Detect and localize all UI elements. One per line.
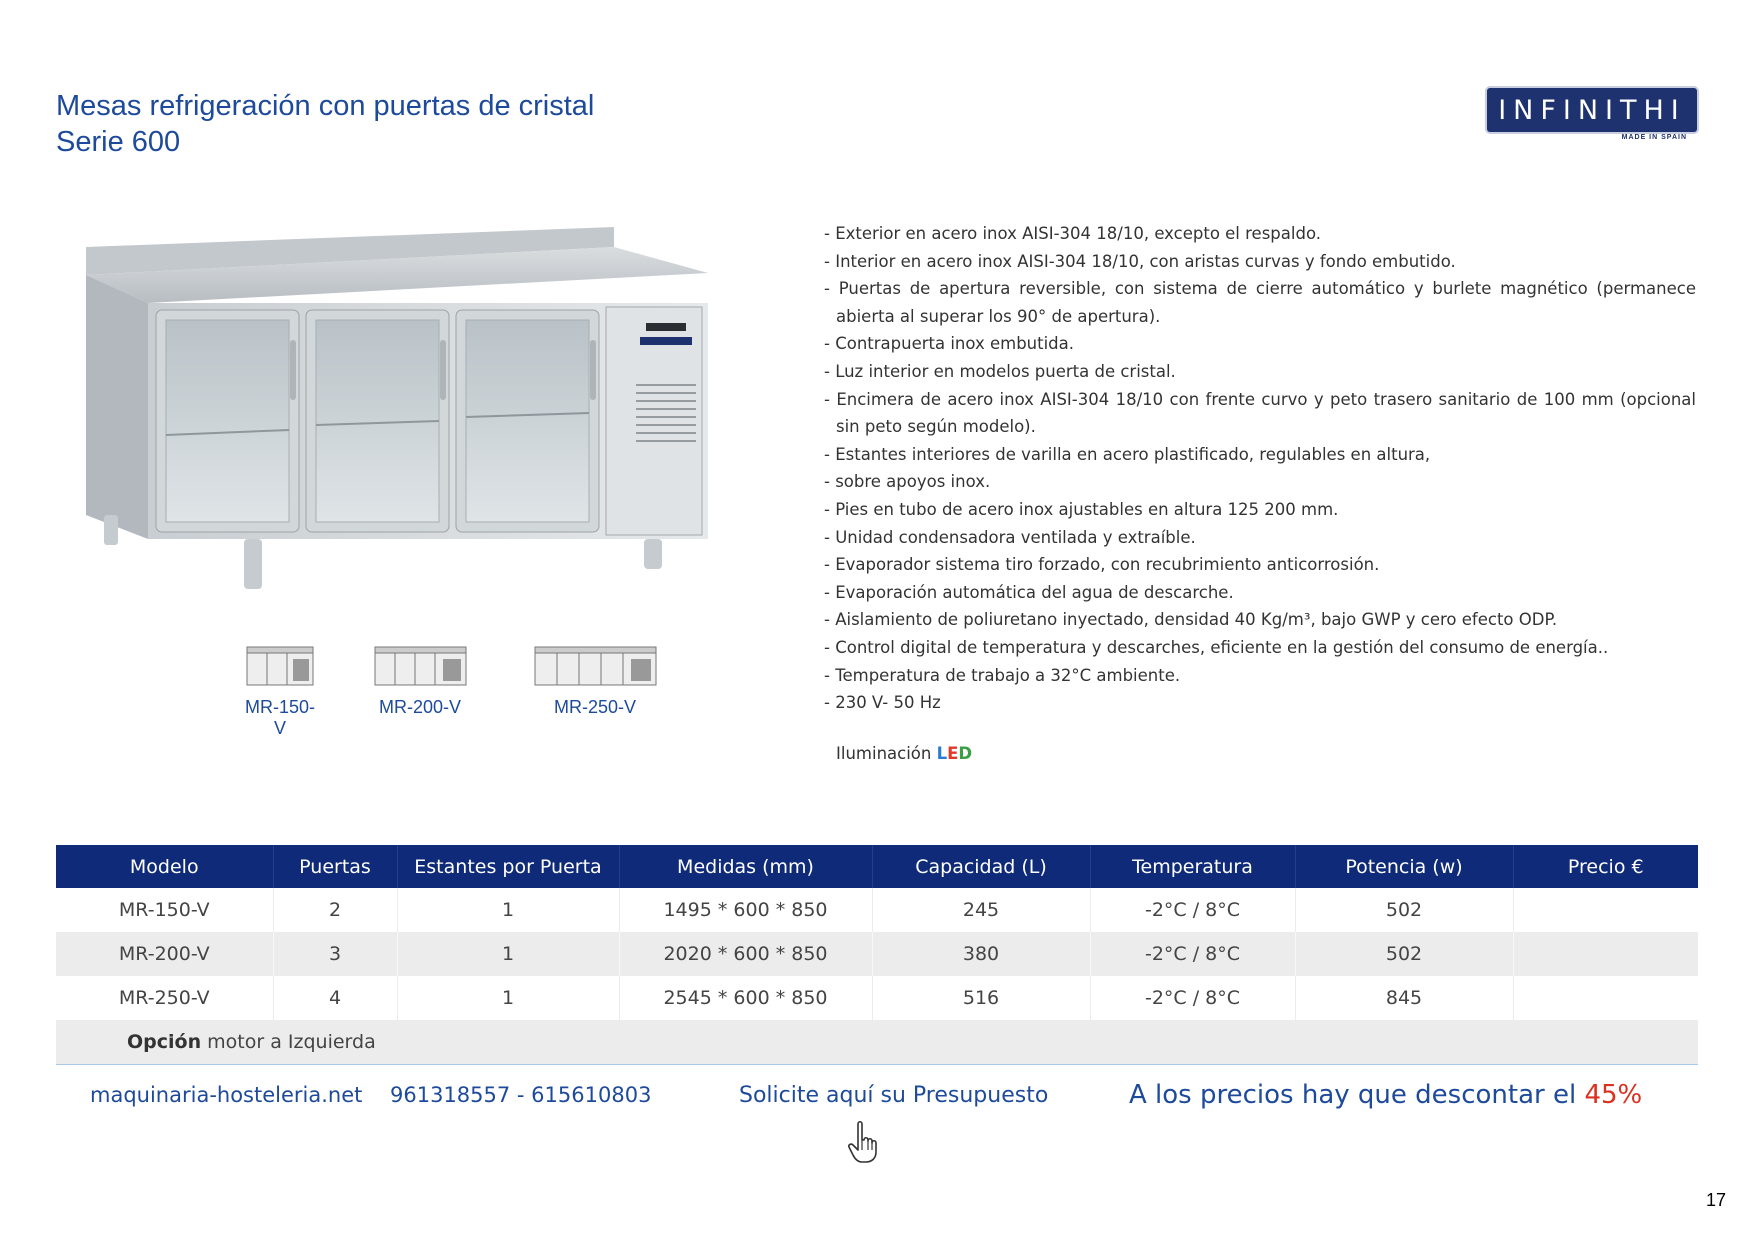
variant-label: MR-250-V <box>553 697 637 717</box>
table-row <box>56 932 1698 976</box>
cell-potencia: 845 <box>1295 976 1513 1020</box>
feature-list <box>824 220 1696 717</box>
cell-medidas: 2545 * 600 * 850 <box>619 976 872 1020</box>
option-label: Opción <box>127 1030 202 1053</box>
cell-modelo: MR-150-V <box>118 899 210 921</box>
feature-item: - Evaporador sistema tiro forzado, con recubrimiento anticorrosión. <box>824 555 1380 575</box>
cell-estantes: 1 <box>397 932 619 976</box>
cell-temperatura: -2°C / 8°C <box>1090 888 1295 932</box>
col-header-modelo: Modelo <box>56 845 273 888</box>
feature-item: - Interior en acero inox AISI-304 18/10, con aristas curvas y fondo embutido. <box>824 251 1456 271</box>
logo-plate <box>1487 88 1697 132</box>
option-cell <box>56 1020 1698 1064</box>
cell-temperatura: -2°C / 8°C <box>1090 976 1295 1020</box>
phone-numbers[interactable]: 961318557 - 615610803 <box>390 1083 652 1107</box>
feature-item: - Puertas de apertura reversible, con sistema de cierre automático y burlete magnético (permanece abierta al superar los 90° de apertura). <box>824 279 1696 326</box>
cell-temperatura: -2°C / 8°C <box>1090 932 1295 976</box>
table-row <box>56 888 1698 932</box>
led-letter-l: L <box>936 744 948 763</box>
brand-logo <box>1487 88 1697 146</box>
cell-precio <box>1513 888 1698 932</box>
website-link[interactable]: maquinaria-hosteleria.net <box>90 1083 363 1107</box>
cell-precio <box>1513 976 1698 1020</box>
feature-item: - Luz interior en modelos puerta de cristal. <box>824 361 1176 381</box>
feature-item: - Exterior en acero inox AISI-304 18/10, excepto el respaldo. <box>824 224 1321 243</box>
col-header-estantes: Estantes por Puerta <box>397 845 619 888</box>
feature-item: - Encimera de acero inox AISI-304 18/10 con frente curvo y peto trasero sanitario de 100 mm (opcional sin peto según modelo). <box>824 389 1696 437</box>
feature-item: - Pies en tubo de acero inox ajustables en altura 125 200 mm. <box>824 499 1339 519</box>
led-letter-e: E <box>947 744 959 763</box>
cell-estantes: 1 <box>397 976 619 1020</box>
model-variants <box>240 645 700 745</box>
feature-item: - 230 V- 50 Hz <box>824 693 941 713</box>
pointing-hand-icon[interactable] <box>846 1120 882 1164</box>
variant-mr-200-v <box>370 645 470 718</box>
cell-capacidad: 380 <box>872 932 1090 976</box>
cell-modelo: MR-200-V <box>56 932 273 976</box>
logo-brand: INFINITHI <box>1498 94 1686 126</box>
cell-puertas: 4 <box>273 976 397 1020</box>
model-spec-table <box>56 845 1698 1065</box>
variant-mr-250-v <box>530 645 660 718</box>
table-row <box>56 976 1698 1020</box>
product-image <box>58 225 718 635</box>
feature-item: - sobre apoyos inox. <box>824 472 991 492</box>
cell-potencia: 502 <box>1295 932 1513 976</box>
logo-tagline: MADE IN SPAIN <box>1621 134 1687 141</box>
cell-capacidad: 245 <box>872 888 1090 932</box>
feature-item: - Evaporación automática del agua de descarche. <box>824 582 1234 602</box>
cell-medidas: 2020 * 600 * 850 <box>619 932 872 976</box>
variant-label: MR-200-V <box>378 697 462 717</box>
cell-medidas: 1495 * 600 * 850 <box>619 888 872 932</box>
feature-item: - Unidad condensadora ventilada y extraíble. <box>824 527 1196 547</box>
col-header-potencia: Potencia (w) <box>1295 845 1513 888</box>
led-letter-d: D <box>958 744 973 763</box>
feature-item: - Aislamiento de poliuretano inyectado, densidad 40 Kg/m³, bajo GWP y cero efecto ODP. <box>824 610 1558 630</box>
cell-precio <box>1513 932 1698 976</box>
variant-label: MR-150-V <box>244 697 315 738</box>
feature-item: - Temperatura de trabajo a 32°C ambiente. <box>824 665 1181 685</box>
discount-text: A los precios hay que descontar el <box>1129 1080 1585 1110</box>
cell-modelo: MR-250-V <box>118 987 210 1009</box>
discount-percent: 45% <box>1584 1080 1643 1110</box>
variant-thumb-icon <box>533 645 658 689</box>
title-line-1: Mesas refrigeración con puertas de cristal <box>56 90 595 122</box>
variant-mr-150-v <box>240 645 320 739</box>
cell-puertas: 3 <box>273 932 397 976</box>
lighting-badge <box>836 744 972 763</box>
col-header-puertas: Puertas <box>273 845 397 888</box>
variant-thumb-icon <box>245 645 315 689</box>
feature-item: - Estantes interiores de varilla en acero plastificado, regulables en altura, <box>824 444 1431 464</box>
title-line-2: Serie 600 <box>56 126 181 158</box>
col-header-precio: Precio € <box>1513 845 1698 888</box>
col-header-temperatura: Temperatura <box>1090 845 1295 888</box>
lighting-label: Iluminación <box>836 744 932 763</box>
option-row <box>56 1020 1698 1064</box>
cell-capacidad: 516 <box>872 976 1090 1020</box>
request-quote-link[interactable]: Solicite aquí su Presupuesto <box>739 1083 1049 1108</box>
discount-notice <box>1129 1080 1642 1110</box>
feature-item: - Control digital de temperatura y descarches, eficiente en la gestión del consumo de energía.. <box>824 637 1609 657</box>
cell-estantes: 1 <box>397 888 619 932</box>
cell-puertas: 2 <box>273 888 397 932</box>
col-header-medidas: Medidas (mm) <box>619 845 872 888</box>
table-header-row <box>56 845 1698 888</box>
feature-item: - Contrapuerta inox embutida. <box>824 334 1075 354</box>
col-header-capacidad: Capacidad (L) <box>872 845 1090 888</box>
cell-potencia: 502 <box>1295 888 1513 932</box>
option-text: motor a Izquierda <box>201 1030 376 1053</box>
variant-thumb-icon <box>373 645 468 689</box>
page-title <box>56 88 594 160</box>
page-number: 17 <box>1706 1190 1727 1210</box>
